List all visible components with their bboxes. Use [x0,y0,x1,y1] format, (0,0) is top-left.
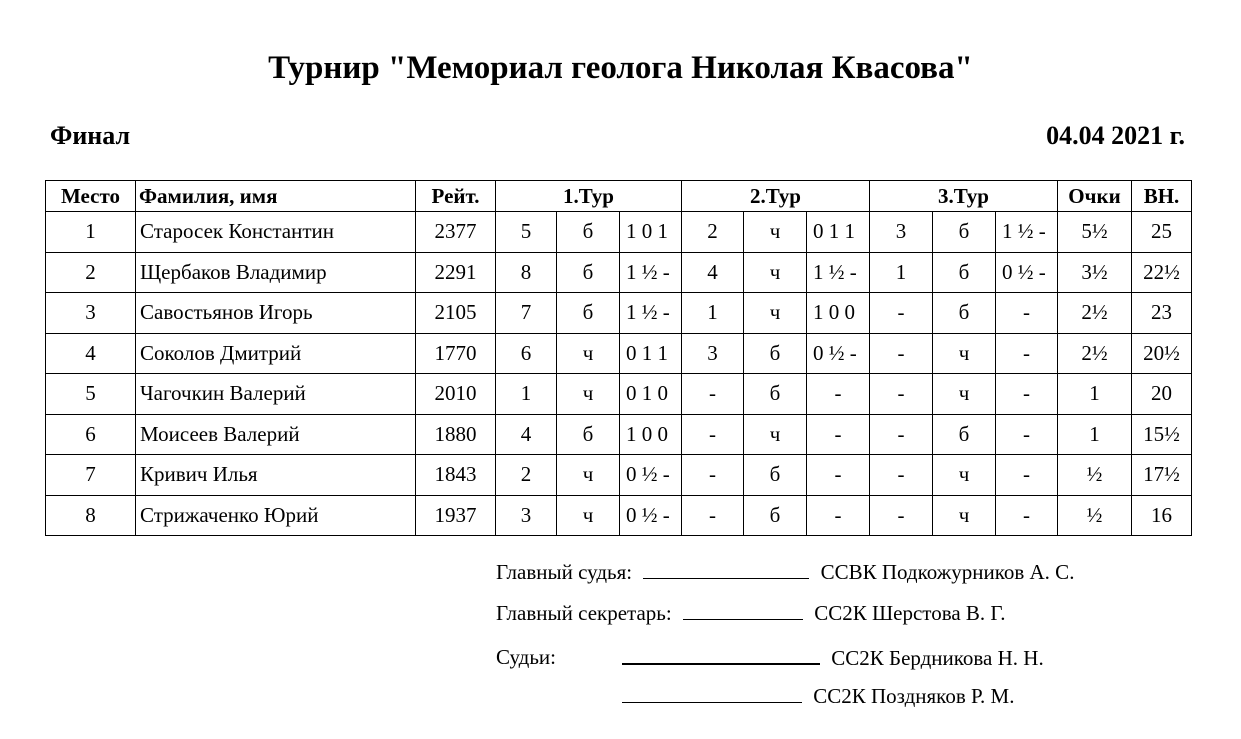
rating-cell: 1843 [416,455,496,496]
chief-judge-name: ССВК Подкожурников А. С. [820,560,1075,584]
round3-opponent-cell: - [870,414,933,455]
round1-result-cell: 0 1 0 [620,374,682,415]
round3-result-cell: 0 ½ - [996,252,1058,293]
tiebreak-cell: 16 [1132,495,1192,536]
round3-color-cell: ч [933,455,996,496]
tiebreak-cell: 20½ [1132,333,1192,374]
player-name-cell: Кривич Илья [136,455,416,496]
round1-color-cell: б [557,414,620,455]
round3-opponent-cell: - [870,293,933,334]
round1-result-cell: 1 0 0 [620,414,682,455]
round1-opponent-cell: 5 [496,212,557,253]
chief-secretary-name: СС2К Шерстова В. Г. [814,601,1006,625]
round2-result-cell: - [807,374,870,415]
round2-color-cell: б [744,374,807,415]
place-cell: 6 [46,414,136,455]
results-table [45,180,1192,536]
place-cell: 7 [46,455,136,496]
round1-opponent-cell: 7 [496,293,557,334]
chief-secretary-signature [496,599,1005,627]
round2-opponent-cell: - [682,414,744,455]
round3-color-cell: ч [933,495,996,536]
round2-color-cell: ч [744,414,807,455]
round1-result-cell: 0 1 1 [620,333,682,374]
points-cell: 3½ [1058,252,1132,293]
round1-color-cell: ч [557,495,620,536]
round2-result-cell: 1 ½ - [807,252,870,293]
round1-color-cell: б [557,212,620,253]
round3-result-cell: - [996,414,1058,455]
player-name-cell: Моисеев Валерий [136,414,416,455]
round1-opponent-cell: 6 [496,333,557,374]
signature-line [622,643,820,665]
round3-color-cell: б [933,293,996,334]
round2-color-cell: б [744,495,807,536]
round1-opponent-cell: 2 [496,455,557,496]
tiebreak-cell: 15½ [1132,414,1192,455]
round2-color-cell: б [744,455,807,496]
points-cell: 1 [1058,414,1132,455]
table-row [46,252,1192,293]
tiebreak-cell: 23 [1132,293,1192,334]
round1-opponent-cell: 4 [496,414,557,455]
player-name-cell: Стрижаченко Юрий [136,495,416,536]
round3-color-cell: ч [933,333,996,374]
table-row [46,212,1192,253]
round2-opponent-cell: - [682,455,744,496]
place-cell: 5 [46,374,136,415]
col-round2-header: 2.Тур [682,181,870,212]
round1-result-cell: 0 ½ - [620,455,682,496]
judge1-signature [622,643,1044,672]
round3-opponent-cell: - [870,455,933,496]
round2-result-cell: 1 0 0 [807,293,870,334]
round3-result-cell: - [996,333,1058,374]
round1-opponent-cell: 3 [496,495,557,536]
round3-color-cell: б [933,212,996,253]
judges-label: Судьи: [496,645,556,669]
table-row [46,293,1192,334]
judge1-name: СС2К Бердникова Н. Н. [831,646,1044,670]
round1-color-cell: б [557,293,620,334]
round3-result-cell: - [996,374,1058,415]
round2-opponent-cell: 2 [682,212,744,253]
round2-result-cell: - [807,455,870,496]
stage-label: Финал [50,121,131,150]
points-cell: ½ [1058,495,1132,536]
tiebreak-cell: 22½ [1132,252,1192,293]
round2-opponent-cell: - [682,374,744,415]
tiebreak-cell: 17½ [1132,455,1192,496]
place-cell: 8 [46,495,136,536]
round3-opponent-cell: 1 [870,252,933,293]
place-cell: 4 [46,333,136,374]
col-place-header: Место [46,181,136,212]
document-title: Турнир "Мемориал геолога Николая Квасова" [268,50,973,86]
player-name-cell: Щербаков Владимир [136,252,416,293]
round1-result-cell: 1 ½ - [620,293,682,334]
date-label: 04.04 2021 г. [1046,121,1185,150]
col-rating-header: Рейт. [416,181,496,212]
judges-label-row [496,643,556,671]
rating-cell: 1880 [416,414,496,455]
rating-cell: 2377 [416,212,496,253]
round2-opponent-cell: 4 [682,252,744,293]
round1-color-cell: ч [557,374,620,415]
tiebreak-cell: 25 [1132,212,1192,253]
points-cell: 5½ [1058,212,1132,253]
place-cell: 1 [46,212,136,253]
table-header-row [46,181,1192,212]
round2-result-cell: - [807,414,870,455]
round1-opponent-cell: 1 [496,374,557,415]
round1-result-cell: 1 ½ - [620,252,682,293]
player-name-cell: Чагочкин Валерий [136,374,416,415]
round2-result-cell: 0 1 1 [807,212,870,253]
table-row [46,414,1192,455]
table-row [46,333,1192,374]
rating-cell: 1770 [416,333,496,374]
signature-line [683,599,803,620]
signature-line [622,682,802,703]
place-cell: 2 [46,252,136,293]
tiebreak-cell: 20 [1132,374,1192,415]
col-points-header: Очки [1058,181,1132,212]
points-cell: ½ [1058,455,1132,496]
round1-color-cell: ч [557,333,620,374]
round2-color-cell: б [744,333,807,374]
place-cell: 3 [46,293,136,334]
round3-color-cell: б [933,252,996,293]
table-row [46,495,1192,536]
signature-line [643,558,809,579]
chief-secretary-label: Главный секретарь: [496,601,672,625]
round3-opponent-cell: - [870,374,933,415]
round2-result-cell: 0 ½ - [807,333,870,374]
round2-opponent-cell: 1 [682,293,744,334]
player-name-cell: Соколов Дмитрий [136,333,416,374]
round2-opponent-cell: 3 [682,333,744,374]
round3-opponent-cell: - [870,495,933,536]
player-name-cell: Старосек Константин [136,212,416,253]
round3-color-cell: ч [933,374,996,415]
table-row [46,374,1192,415]
round3-result-cell: 1 ½ - [996,212,1058,253]
judge2-name: СС2К Поздняков Р. М. [813,684,1015,708]
rating-cell: 2105 [416,293,496,334]
points-cell: 1 [1058,374,1132,415]
chief-judge-signature [496,558,1074,586]
col-round1-header: 1.Тур [496,181,682,212]
round2-color-cell: ч [744,252,807,293]
round1-opponent-cell: 8 [496,252,557,293]
col-name-header: Фамилия, имя [136,181,416,212]
round2-opponent-cell: - [682,495,744,536]
round3-result-cell: - [996,495,1058,536]
points-cell: 2½ [1058,333,1132,374]
points-cell: 2½ [1058,293,1132,334]
table-row [46,455,1192,496]
round3-result-cell: - [996,293,1058,334]
round3-color-cell: б [933,414,996,455]
round3-opponent-cell: 3 [870,212,933,253]
round1-color-cell: ч [557,455,620,496]
round3-result-cell: - [996,455,1058,496]
rating-cell: 2291 [416,252,496,293]
player-name-cell: Савостьянов Игорь [136,293,416,334]
round1-color-cell: б [557,252,620,293]
round2-color-cell: ч [744,212,807,253]
col-tiebreak-header: ВН. [1132,181,1192,212]
rating-cell: 1937 [416,495,496,536]
round1-result-cell: 0 ½ - [620,495,682,536]
rating-cell: 2010 [416,374,496,415]
chief-judge-label: Главный судья: [496,560,633,584]
round1-result-cell: 1 0 1 [620,212,682,253]
col-round3-header: 3.Тур [870,181,1058,212]
round2-result-cell: - [807,495,870,536]
round2-color-cell: ч [744,293,807,334]
round3-opponent-cell: - [870,333,933,374]
judge2-signature [622,682,1014,710]
